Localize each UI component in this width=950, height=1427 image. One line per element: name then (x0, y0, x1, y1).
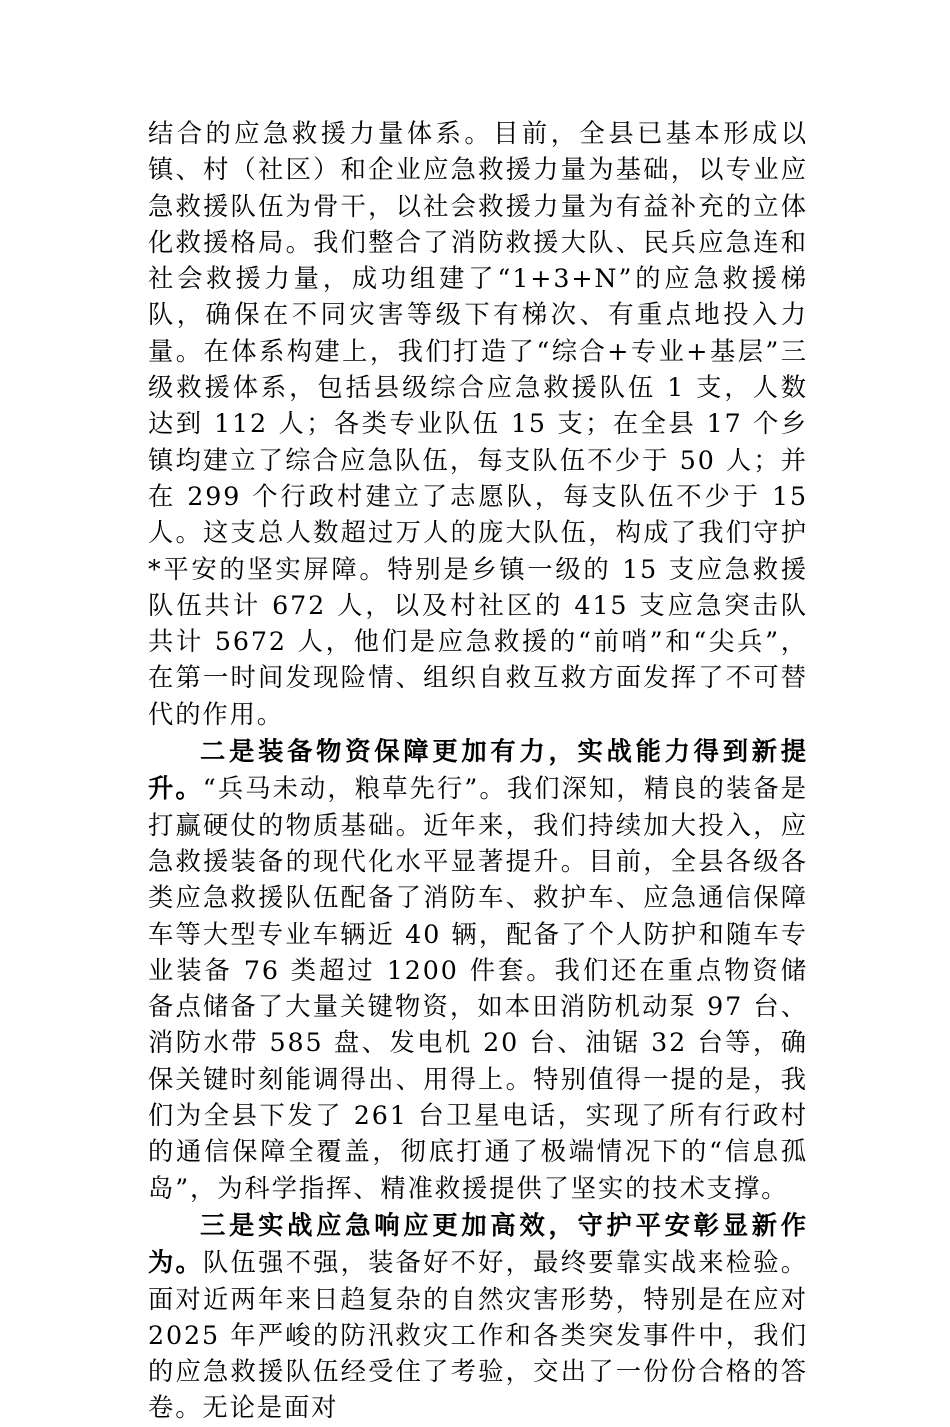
paragraph-heading: 三是实战应急响应更加高效，守护平安彰显新作为。 (148, 1209, 808, 1278)
paragraph-heading: 二是装备物资保障更加有力，实战能力得到新提升。 (148, 736, 808, 804)
document-page (148, 116, 808, 1427)
paragraph-body: “兵马未动，粮草先行”。我们深知，精良的装备是打赢硬仗的物质基础。近年来，我们持续加大投入，应急救援装备的现代化水平显著提升。目前，全县各级各类应急救援队伍配备了消防车、救护车、应急通信保障车等大型专业车辆近 40 辆，配备了个人防护和随车专业装备 76 类超过 1200 件套。我们还在重点物资储备点储备了大量关键物资，如本田消防机动泵 97 台、消防水带 585 盘、发电机 20 台、油锯 32 台等，确保关键时刻能调得出、用得上。特别值得一提的是，我们为全县下发了 261 台卫星电话，实现了所有行政村的通信保障全覆盖，彻底打通了极端情况下的“信息孤岛”，为科学指挥、精准救援提供了坚实的技术支撑。 (148, 774, 808, 1203)
paragraph-equipment (148, 733, 808, 1207)
paragraph-body: 队伍强不强，装备好不好，最终要靠实战来检验。面对近两年来日趋复杂的自然灾害形势，特别是在应对 2025 年严峻的防汛救灾工作和各类突发事件中，我们的应急救援队伍经受住了考验，交出了一份份合格的答卷。无论是面对 (148, 1248, 808, 1423)
paragraph-body: 结合的应急救援力量体系。目前，全县已基本形成以镇、村（社区）和企业应急救援力量为基础，以专业应急救援队伍为骨干，以社会救援力量为有益补充的立体化救援格局。我们整合了消防救援大队、民兵应急连和社会救援力量，成功组建了“1+3+N”的应急救援梯队，确保在不同灾害等级下有梯次、有重点地投入力量。在体系构建上，我们打造了“综合+专业+基层”三级救援体系，包括县级综合应急救援队伍 1 支，人数达到 112 人；各类专业队伍 15 支；在全县 17 个乡镇均建立了综合应急队伍，每支队伍不少于 50 人；并在 299 个行政村建立了志愿队，每支队伍不少于 15 人。这支总人数超过万人的庞大队伍，构成了我们守护*平安的坚实屏障。特别是乡镇一级的 15 支应急救援队伍共计 672 人，以及村社区的 415 支应急突击队共计 5672 人，他们是应急救援的“前哨”和“尖兵”，在第一时间发现险情、组织自救互救方面发挥了不可替代的作用。 (148, 119, 808, 729)
paragraph-rescue-system (148, 116, 808, 733)
paragraph-response (148, 1207, 808, 1427)
